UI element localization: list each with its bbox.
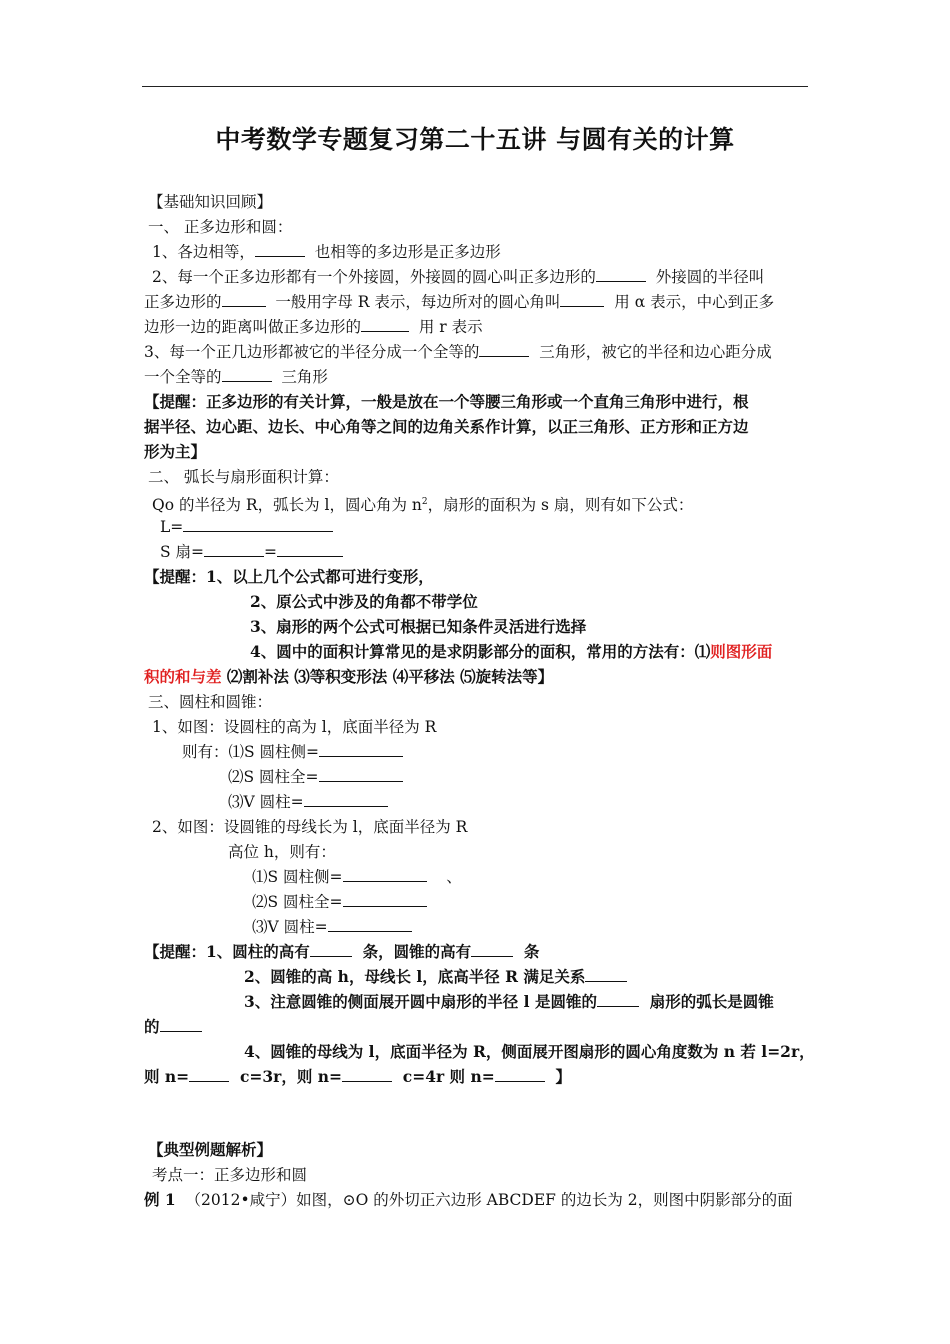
section-example: 【典型例题解析】 (148, 1140, 273, 1159)
tip-line: 【提醒：正多边形的有关计算，一般是放在一个等腰三角形或一个直角三角形中进行，根 (144, 392, 749, 411)
part2-heading: 二、 弧长与扇形面积计算： (148, 468, 339, 486)
answer-blank (255, 242, 305, 257)
tip-line: 积的和与差 ⑵割补法 ⑶等积变形法 ⑷平移法 ⑸旋转法等】 (144, 667, 554, 686)
example-1: 例 1 （2012•咸宁）如图，⊙O 的外切正六边形 ABCDEF 的边长为 2，则图中阴影部分的面 (144, 1190, 793, 1209)
answer-blank (495, 1067, 545, 1082)
answer-blank (183, 517, 333, 532)
text-line: ⑵S 圆柱全= (228, 767, 403, 787)
tip-line: 2、原公式中涉及的角都不带学位 (250, 592, 478, 611)
answer-blank (596, 267, 646, 282)
text-line: 1、如图：设圆柱的高为 l，底面半径为 R (152, 718, 437, 736)
tip-line: 4、圆锥的母线为 l，底面半径为 R，侧面展开图扇形的圆心角度数为 n 若 l=2r， (244, 1042, 815, 1061)
answer-blank (560, 292, 604, 307)
part1-heading: 一、 正多边形和圆： (148, 218, 293, 236)
text-line: ⑶V 圆柱= (228, 792, 388, 812)
answer-blank (277, 542, 343, 557)
text-line: 高位 h，则有： (228, 843, 336, 861)
answer-blank (471, 942, 513, 957)
page-title: 中考数学专题复习第二十五讲 与圆有关的计算 (215, 125, 735, 154)
answer-blank (479, 342, 529, 357)
answer-blank (310, 942, 352, 957)
kaodian-heading: 考点一：正多边形和圆 (152, 1166, 308, 1184)
text-line: S 扇= = (160, 542, 343, 562)
text-line: ⑵S 圆柱全= (252, 892, 427, 912)
header-rule (142, 86, 808, 87)
text-line: 一个全等的 三角形 (144, 368, 328, 386)
text-line: L= (160, 517, 333, 537)
answer-blank (342, 1067, 392, 1082)
text-line: ⑶V 圆柱= (252, 917, 412, 937)
section-basic: 【基础知识回顾】 (148, 193, 273, 211)
tip-line: 【提醒：1、以上几个公式都可进行变形， (144, 567, 434, 586)
tip-line: 3、扇形的两个公式可根据已知条件灵活进行选择 (250, 617, 587, 636)
answer-blank (343, 892, 427, 907)
answer-blank (189, 1067, 229, 1082)
text-line: 2、每一个正多边形都有一个外接圆，外接圆的圆心叫正多边形的 外接圆的半径叫 (152, 268, 765, 286)
text-line: 正多边形的 一般用字母 R 表示，每边所对的圆心角叫 用 α 表示，中心到正多 (144, 293, 775, 311)
tip-line: 2、圆锥的高 h，母线长 l，底高半径 R 满足关系 (244, 967, 627, 987)
answer-blank (328, 917, 412, 932)
tip-line: 则 n= c=3r，则 n= c=4r 则 n= 】 (144, 1067, 572, 1086)
answer-blank (222, 367, 272, 382)
text-line: ⑴S 圆柱侧= 、 (252, 868, 462, 886)
text-line: 1、各边相等， 也相等的多边形是正多边形 (152, 243, 501, 261)
answer-blank (585, 967, 627, 982)
tip-line: 4、圆中的面积计算常见的是求阴影部分的面积，常用的方法有：⑴则图形面 (250, 642, 773, 661)
answer-blank (304, 792, 388, 807)
answer-blank (597, 992, 639, 1007)
tip-line: 形为主】 (144, 442, 207, 461)
tip-line: 【提醒：1、圆柱的高有 条，圆锥的高有 条 (144, 942, 540, 961)
answer-blank (361, 317, 409, 332)
answer-blank (319, 742, 403, 757)
answer-blank (222, 292, 266, 307)
tip-line: 据半径、边心距、边长、中心角等之间的边角关系作计算，以正三角形、正方形和正方边 (144, 417, 749, 436)
text-line: 边形一边的距离叫做正多边形的 用 r 表示 (144, 318, 483, 336)
text-line: 3、每一个正几边形都被它的半径分成一个全等的 三角形，被它的半径和边心距分成 (144, 343, 772, 361)
answer-blank (319, 767, 403, 782)
tip-line: 3、注意圆锥的侧面展开圆中扇形的半径 l 是圆锥的 扇形的弧长是圆锥 (244, 992, 774, 1011)
answer-blank (343, 867, 427, 882)
answer-blank (204, 542, 264, 557)
text-line: Qo 的半径为 R，弧长为 l，圆心角为 $n^2$，扇形的面积为 s 扇，则有如下公式： (152, 496, 694, 515)
part3-heading: 三、圆柱和圆锥： (148, 693, 273, 711)
text-line: 2、如图：设圆锥的母线长为 l，底面半径为 R (152, 818, 468, 836)
answer-blank (160, 1017, 202, 1032)
text-line: 则有：⑴S 圆柱侧= (182, 742, 403, 762)
tip-line: 的 (144, 1017, 202, 1037)
